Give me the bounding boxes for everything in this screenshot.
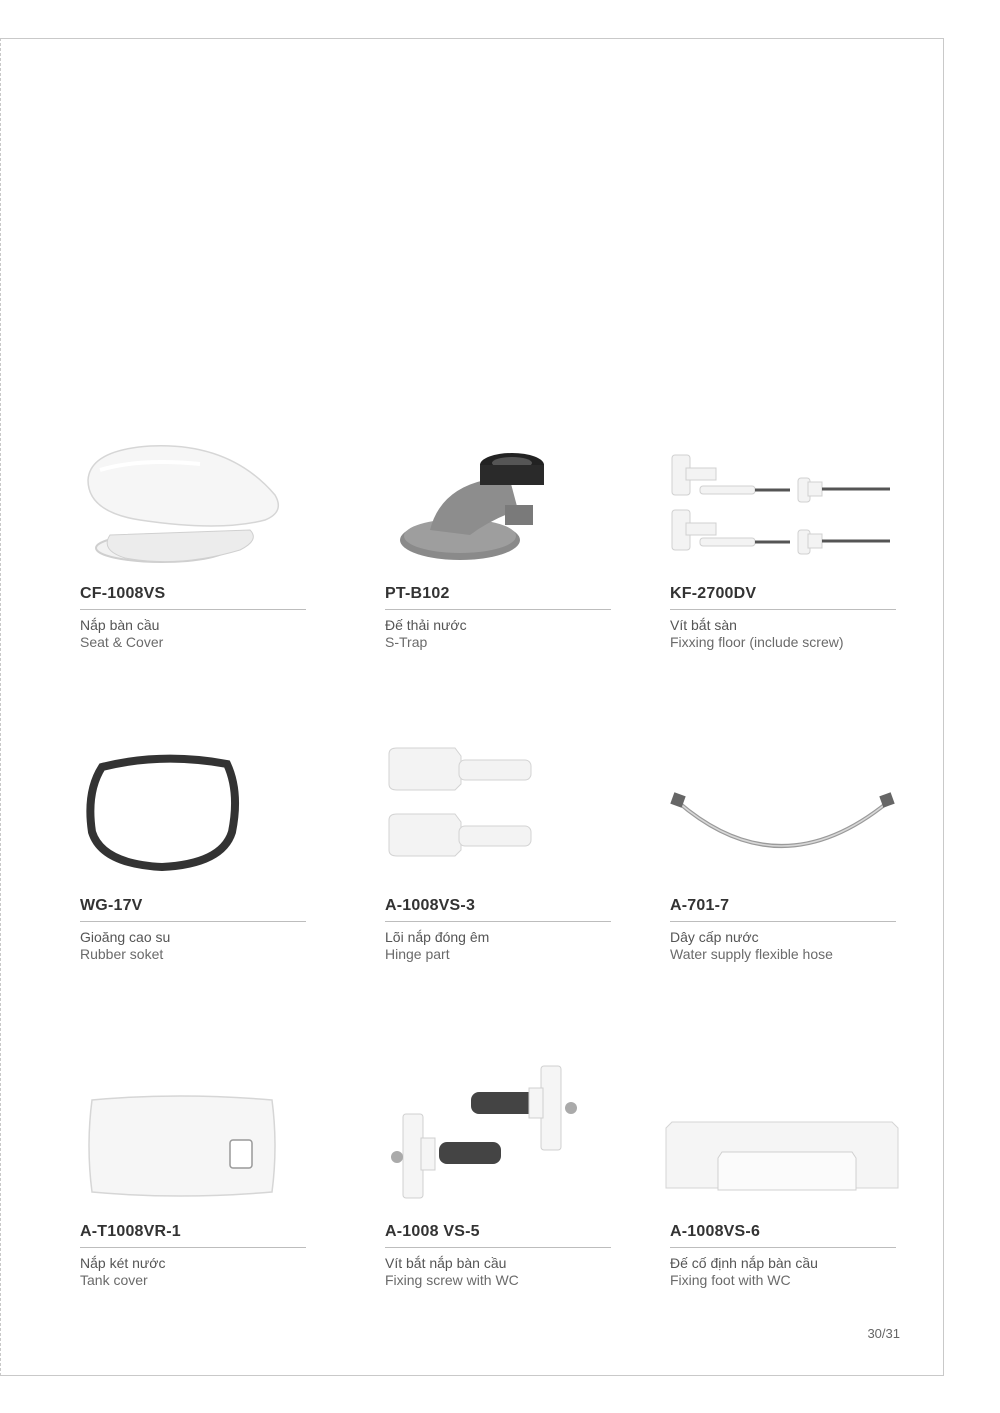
fixing-foot-image [664,1118,900,1198]
product-name-en: Seat & Cover [80,634,164,650]
product-name-vn: Lõi nắp đóng êm [385,929,490,945]
product-code: A-1008VS-6 [670,1223,761,1240]
product-card [385,1068,611,1298]
divider [385,921,611,922]
product-name-vn: Nắp bàn cầu [80,617,160,633]
product-card [80,430,306,660]
product-name-vn: Đế thải nước [385,617,467,633]
product-card [385,742,611,972]
tank-cover-image [88,1094,278,1198]
rubber-gasket-image [82,752,242,872]
divider [80,609,306,610]
product-name-en: Fixing foot with WC [670,1272,791,1288]
product-name-en: S-Trap [385,634,428,650]
s-trap-image [400,450,550,570]
product-card [80,1068,306,1298]
product-code: KF-2700DV [670,585,757,602]
product-name-en: Hinge part [385,946,450,962]
product-card [664,1068,890,1298]
product-name-en: Tank cover [80,1272,148,1288]
product-name-vn: Nắp két nước [80,1255,166,1271]
divider [80,1247,306,1248]
divider [670,921,896,922]
product-name-en: Rubber soket [80,946,164,962]
product-name-vn: Vít bắt sàn [670,617,737,633]
divider [385,1247,611,1248]
product-name-vn: Dây cấp nước [670,929,759,945]
product-name-vn: Vít bắt nắp bàn cầu [385,1255,507,1271]
divider [670,609,896,610]
product-name-en: Fixxing floor (include screw) [670,634,844,650]
product-code: PT-B102 [385,585,450,602]
product-code: CF-1008VS [80,585,166,602]
flexible-hose-image [670,790,895,860]
divider [670,1247,896,1248]
page-number: 30/31 [867,1326,900,1341]
product-card [385,430,611,660]
product-code: A-T1008VR-1 [80,1223,181,1240]
floor-screws-image [670,450,895,560]
divider [80,921,306,922]
product-code: A-1008VS-3 [385,897,476,914]
divider [385,609,611,610]
hinge-parts-image [385,744,535,864]
product-card [670,742,896,972]
product-code: A-1008 VS-5 [385,1223,480,1240]
product-name-en: Fixing screw with WC [385,1272,519,1288]
product-code: WG-17V [80,897,143,914]
product-name-vn: Gioăng cao su [80,929,171,945]
product-name-en: Water supply flexible hose [670,946,833,962]
toilet-seat-cover-image [80,440,290,570]
product-name-vn: Đế cố định nắp bàn cầu [670,1255,818,1271]
fixing-screws-image [391,1062,587,1202]
product-code: A-701-7 [670,897,730,914]
product-card [670,430,896,660]
product-card [80,742,306,972]
